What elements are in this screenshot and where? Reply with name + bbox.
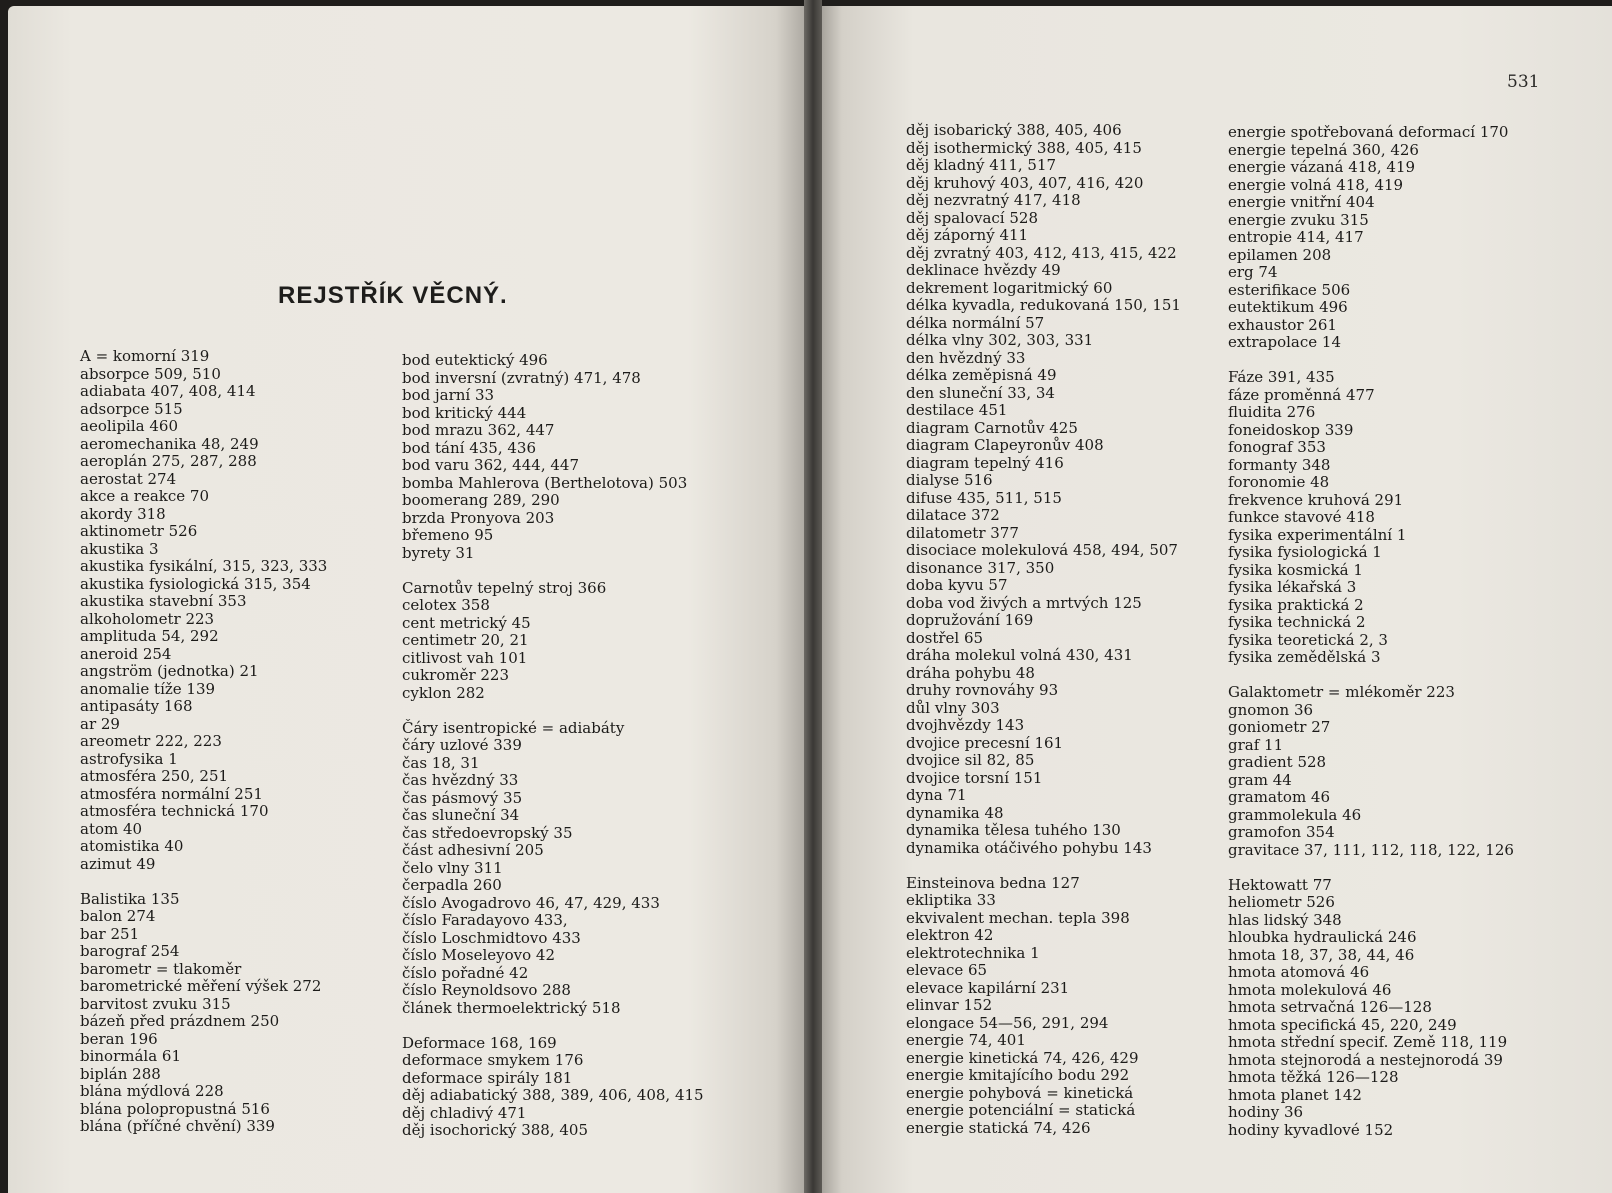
index-entry: hmota setrvačná 126—128	[1228, 998, 1432, 1016]
index-entry: číslo Moseleyovo 42	[402, 946, 555, 964]
index-entry: energie zvuku 315	[1228, 210, 1369, 229]
index-entry: bar 251	[80, 924, 140, 943]
index-entry: dyna 71	[906, 786, 967, 804]
index-entry: bod mrazu 362, 447	[402, 421, 555, 439]
index-entry: dekrement logaritmický 60	[906, 278, 1113, 297]
index-entry: barometr = tlakoměr	[80, 959, 242, 978]
index-entry: dráha pohybu 48	[906, 663, 1035, 682]
index-entry: článek thermoelektrický 518	[402, 998, 621, 1017]
index-entry: hmota střední specif. Země 118, 119	[1228, 1033, 1508, 1051]
index-entry: děj kruhový 403, 407, 416, 420	[906, 173, 1144, 192]
index-entry: hmota 18, 37, 38, 44, 46	[1228, 945, 1415, 964]
index-entry: číslo pořadné 42	[402, 963, 529, 982]
index-entry: gravitace 37, 111, 112, 118, 122, 126	[1228, 840, 1514, 859]
index-entry: energie statická 74, 426	[906, 1118, 1091, 1137]
index-entry: ekvivalent mechan. tepla 398	[906, 908, 1130, 927]
index-entry: balon 274	[80, 907, 156, 925]
index-entry: Carnotův tepelný stroj 366	[402, 578, 607, 597]
index-entry: elektrotechnika 1	[906, 943, 1040, 962]
index-entry: formanty 348	[1228, 455, 1331, 474]
index-entry: energie vázaná 418, 419	[1228, 158, 1416, 176]
index-entry: aerostat 274	[80, 469, 177, 488]
index-entry: fysika fysiologická 1	[1228, 543, 1382, 561]
index-entry: hlas lidský 348	[1228, 910, 1342, 929]
index-entry: akce a reakce 70	[80, 487, 210, 505]
index-entry: děj chladivý 471	[402, 1103, 527, 1122]
index-column-1	[80, 348, 327, 1136]
index-entry: barograf 254	[80, 942, 180, 960]
index-entry: fysika praktická 2	[1228, 595, 1364, 614]
index-entry: hmota planet 142	[1228, 1085, 1362, 1104]
index-entry: elinvar 152	[906, 996, 993, 1014]
index-entry: gnomon 36	[1228, 700, 1314, 719]
index-entry: antipasáty 168	[80, 697, 193, 715]
index-entry: děj isothermický 388, 405, 415	[906, 138, 1142, 157]
index-entry: břemeno 95	[402, 526, 494, 544]
index-entry: dráha molekul volná 430, 431	[906, 646, 1133, 664]
index-entry: energie 74, 401	[906, 1031, 1026, 1049]
index-entry: hmota stejnorodá a nestejnorodá 39	[1228, 1050, 1503, 1069]
index-entry: bod inversní (zvratný) 471, 478	[402, 368, 641, 387]
index-entry: Galaktometr = mlékoměr 223	[1228, 683, 1455, 701]
index-entry: eutektikum 496	[1228, 298, 1348, 316]
index-entry: délka kyvadla, redukovaná 150, 151	[906, 296, 1181, 314]
index-entry: anomalie tíže 139	[80, 679, 216, 698]
index-entry: Deformace 168, 169	[402, 1033, 557, 1052]
index-entry: amplituda 54, 292	[80, 627, 219, 645]
index-entry: akustika stavební 353	[80, 592, 247, 610]
index-entry: deklinace hvězdy 49	[906, 261, 1061, 279]
index-entry: čas středoevropský 35	[402, 823, 573, 842]
index-entry: dilatometr 377	[906, 523, 1019, 542]
index-entry: astrofysika 1	[80, 749, 178, 768]
index-entry: alkoholometr 223	[80, 609, 215, 628]
index-entry: absorpce 509, 510	[80, 364, 221, 383]
index-entry: dynamika tělesa tuhého 130	[906, 821, 1121, 839]
index-entry: gradient 528	[1228, 753, 1327, 771]
index-entry: hmota molekulová 46	[1228, 980, 1392, 999]
index-entry: aeromechanika 48, 249	[80, 434, 259, 453]
index-entry: foneidoskop 339	[1228, 420, 1354, 439]
index-entry: fysika lékařská 3	[1228, 578, 1357, 596]
index-entry: Hektowatt 77	[1228, 875, 1332, 894]
index-entry: druhy rovnováhy 93	[906, 681, 1059, 699]
index-entry: azimut 49	[80, 854, 156, 873]
index-entry: bomba Mahlerova (Berthelotova) 503	[402, 473, 688, 492]
index-entry: bod varu 362, 444, 447	[402, 456, 579, 474]
index-entry: hodiny 36	[1228, 1103, 1304, 1121]
index-entry: bod eutektický 496	[402, 351, 548, 369]
index-entry: heliometr 526	[1228, 893, 1335, 911]
index-entry: erg 74	[1228, 263, 1278, 281]
index-entry: čelo vlny 311	[402, 858, 503, 877]
index-entry: dostřel 65	[906, 628, 984, 647]
index-entry: elektron 42	[906, 926, 994, 944]
index-entry: fysika technická 2	[1228, 613, 1366, 631]
page-number: 531	[1507, 72, 1540, 92]
index-entry: fonograf 353	[1228, 438, 1326, 456]
index-entry: aneroid 254	[80, 644, 172, 663]
index-entry: fáze proměnná 477	[1228, 385, 1375, 404]
index-entry: část adhesivní 205	[402, 841, 544, 859]
index-entry: brzda Pronyova 203	[402, 508, 555, 527]
index-entry: centimetr 20, 21	[402, 631, 529, 649]
index-entry: čerpadla 260	[402, 876, 502, 894]
index-entry: Einsteinova bedna 127	[906, 873, 1080, 892]
index-entry: den sluneční 33, 34	[906, 383, 1055, 402]
index-entry: diagram Carnotův 425	[906, 418, 1078, 437]
index-entry: dvojice precesní 161	[906, 733, 1064, 752]
index-entry: epilamen 208	[1228, 245, 1332, 264]
index-entry: disociace molekulová 458, 494, 507	[906, 541, 1178, 559]
index-entry: cyklon 282	[402, 683, 485, 702]
index-entry: hmota specifická 45, 220, 249	[1228, 1015, 1457, 1034]
index-column-2	[402, 352, 704, 1140]
index-entry: blána (příčné chvění) 339	[80, 1117, 275, 1135]
index-entry: destilace 451	[906, 401, 1008, 419]
index-entry: dvojhvězdy 143	[906, 716, 1025, 734]
index-entry: graf 11	[1228, 735, 1284, 754]
book-gutter	[804, 0, 822, 1193]
index-entry: fysika kosmická 1	[1228, 560, 1363, 579]
index-entry: děj nezvratný 417, 418	[906, 191, 1081, 209]
index-entry: Čáry isentropické = adiabáty	[402, 718, 625, 737]
index-entry: beran 196	[80, 1029, 158, 1048]
index-entry: byrety 31	[402, 543, 475, 562]
index-entry: energie kinetická 74, 426, 429	[906, 1048, 1139, 1067]
index-entry: gram 44	[1228, 770, 1292, 789]
index-entry: děj spalovací 528	[906, 208, 1038, 227]
index-entry: fysika experimentální 1	[1228, 525, 1407, 544]
index-entry: blána polopropustná 516	[80, 1099, 270, 1118]
index-entry: hodiny kyvadlové 152	[1228, 1120, 1394, 1139]
index-entry: délka normální 57	[906, 313, 1045, 332]
index-entry: číslo Reynoldsovo 288	[402, 981, 571, 999]
index-entry: boomerang 289, 290	[402, 491, 560, 509]
index-entry: atomistika 40	[80, 837, 184, 855]
index-entry: grammolekula 46	[1228, 805, 1362, 824]
index-entry: aktinometr 526	[80, 522, 198, 540]
index-entry: čáry uzlové 339	[402, 736, 522, 754]
index-entry: hmota atomová 46	[1228, 963, 1370, 981]
index-entry: čas sluneční 34	[402, 806, 520, 824]
index-entry: goniometr 27	[1228, 718, 1331, 736]
index-entry: funkce stavové 418	[1228, 508, 1375, 526]
index-entry: energie spotřebovaná deformací 170	[1228, 123, 1509, 141]
index-entry: frekvence kruhová 291	[1228, 490, 1404, 509]
index-column-4	[1228, 124, 1514, 1139]
index-entry: děj isochorický 388, 405	[402, 1121, 589, 1139]
index-entry: atmosféra normální 251	[80, 784, 263, 803]
index-entry: gramatom 46	[1228, 788, 1331, 806]
index-entry: hloubka hydraulická 246	[1228, 928, 1417, 946]
index-entry: číslo Loschmidtovo 433	[402, 928, 581, 947]
index-entry: cukroměr 223	[402, 666, 510, 684]
index-entry: dilatace 372	[906, 506, 1000, 524]
index-entry: deformace smykem 176	[402, 1051, 584, 1069]
index-entry: angström (jednotka) 21	[80, 662, 259, 680]
index-entry: atmosféra 250, 251	[80, 767, 229, 785]
index-entry: bázeň před prázdnem 250	[80, 1012, 280, 1030]
index-entry: diagram Clapeyronův 408	[906, 436, 1104, 454]
index-entry: děj isobarický 388, 405, 406	[906, 121, 1122, 139]
index-entry: délka zeměpisná 49	[906, 366, 1057, 384]
index-entry: barometrické měření výšek 272	[80, 977, 322, 995]
index-entry: biplán 288	[80, 1064, 161, 1083]
index-entry: ekliptika 33	[906, 891, 996, 909]
index-entry: doba vod živých a mrtvých 125	[906, 593, 1142, 612]
index-entry: akustika fysikální, 315, 323, 333	[80, 557, 328, 575]
index-entry: čas hvězdný 33	[402, 771, 519, 789]
index-entry: gramofon 354	[1228, 823, 1335, 841]
index-entry: ar 29	[80, 714, 120, 733]
index-entry: dopružování 169	[906, 611, 1034, 629]
index-entry: fysika teoretická 2, 3	[1228, 630, 1388, 649]
index-entry: Fáze 391, 435	[1228, 368, 1335, 386]
index-entry: děj adiabatický 388, 389, 406, 408, 415	[402, 1086, 704, 1104]
index-entry: foronomie 48	[1228, 473, 1330, 491]
index-entry: akustika 3	[80, 539, 159, 558]
index-entry: děj kladný 411, 517	[906, 156, 1057, 174]
index-entry: čas 18, 31	[402, 753, 480, 772]
index-entry: důl vlny 303	[906, 698, 1000, 717]
index-entry: binormála 61	[80, 1047, 182, 1065]
index-entry: fysika zemědělská 3	[1228, 648, 1381, 666]
index-entry: celotex 358	[402, 596, 490, 614]
index-column-3	[906, 122, 1181, 1137]
index-entry: diagram tepelný 416	[906, 453, 1064, 472]
index-entry: akordy 318	[80, 504, 166, 523]
index-entry: esterifikace 506	[1228, 280, 1351, 299]
index-entry: entropie 414, 417	[1228, 228, 1364, 246]
index-entry: blána mýdlová 228	[80, 1082, 224, 1100]
index-entry: dialyse 516	[906, 471, 993, 489]
index-heading: REJSTŘÍK VĚCNÝ.	[278, 282, 508, 309]
index-entry: elevace kapilární 231	[906, 978, 1070, 997]
index-entry: adiabata 407, 408, 414	[80, 382, 256, 400]
index-entry: hmota těžká 126—128	[1228, 1068, 1399, 1086]
index-entry: číslo Faradayovo 433,	[402, 911, 568, 929]
index-entry: elongace 54—56, 291, 294	[906, 1013, 1109, 1032]
index-entry: čas pásmový 35	[402, 788, 523, 807]
index-entry: atom 40	[80, 819, 143, 838]
index-entry: areometr 222, 223	[80, 732, 222, 750]
index-entry: cent metrický 45	[402, 613, 531, 632]
index-entry: deformace spirály 181	[402, 1068, 573, 1087]
index-entry: délka vlny 302, 303, 331	[906, 331, 1094, 349]
index-entry: disonance 317, 350	[906, 558, 1055, 577]
index-entry: doba kyvu 57	[906, 576, 1008, 594]
index-entry: barvitost zvuku 315	[80, 994, 231, 1013]
index-entry: dynamika 48	[906, 803, 1004, 822]
index-entry: číslo Avogadrovo 46, 47, 429, 433	[402, 893, 660, 912]
index-entry: dynamika otáčivého pohybu 143	[906, 838, 1152, 857]
index-entry: děj záporný 411	[906, 226, 1029, 244]
index-entry: dvojice torsní 151	[906, 768, 1043, 787]
index-entry: atmosféra technická 170	[80, 802, 269, 820]
index-entry: bod kritický 444	[402, 403, 527, 422]
index-entry: difuse 435, 511, 515	[906, 488, 1062, 507]
index-entry: energie pohybová = kinetická	[906, 1083, 1134, 1102]
index-entry: bod tání 435, 436	[402, 438, 536, 457]
index-entry: extrapolace 14	[1228, 333, 1341, 351]
index-entry: energie tepelná 360, 426	[1228, 140, 1419, 159]
index-entry: A = komorní 319	[80, 347, 210, 365]
index-entry: aeroplán 275, 287, 288	[80, 452, 257, 470]
index-entry: energie kmitajícího bodu 292	[906, 1066, 1130, 1084]
index-entry: den hvězdný 33	[906, 348, 1026, 367]
index-entry: děj zvratný 403, 412, 413, 415, 422	[906, 243, 1177, 262]
index-entry: Balistika 135	[80, 889, 180, 908]
index-entry: adsorpce 515	[80, 399, 183, 418]
index-entry: fluidita 276	[1228, 403, 1316, 421]
index-entry: exhaustor 261	[1228, 315, 1337, 334]
index-entry: elevace 65	[906, 961, 988, 979]
index-entry: energie vnitřní 404	[1228, 193, 1375, 211]
index-entry: akustika fysiologická 315, 354	[80, 574, 311, 593]
index-entry: energie potenciální = statická	[906, 1101, 1136, 1119]
index-entry: energie volná 418, 419	[1228, 175, 1404, 194]
index-entry: dvojice sil 82, 85	[906, 751, 1035, 769]
index-entry: aeolipila 460	[80, 417, 178, 435]
index-entry: bod jarní 33	[402, 386, 495, 404]
index-entry: citlivost vah 101	[402, 648, 528, 667]
